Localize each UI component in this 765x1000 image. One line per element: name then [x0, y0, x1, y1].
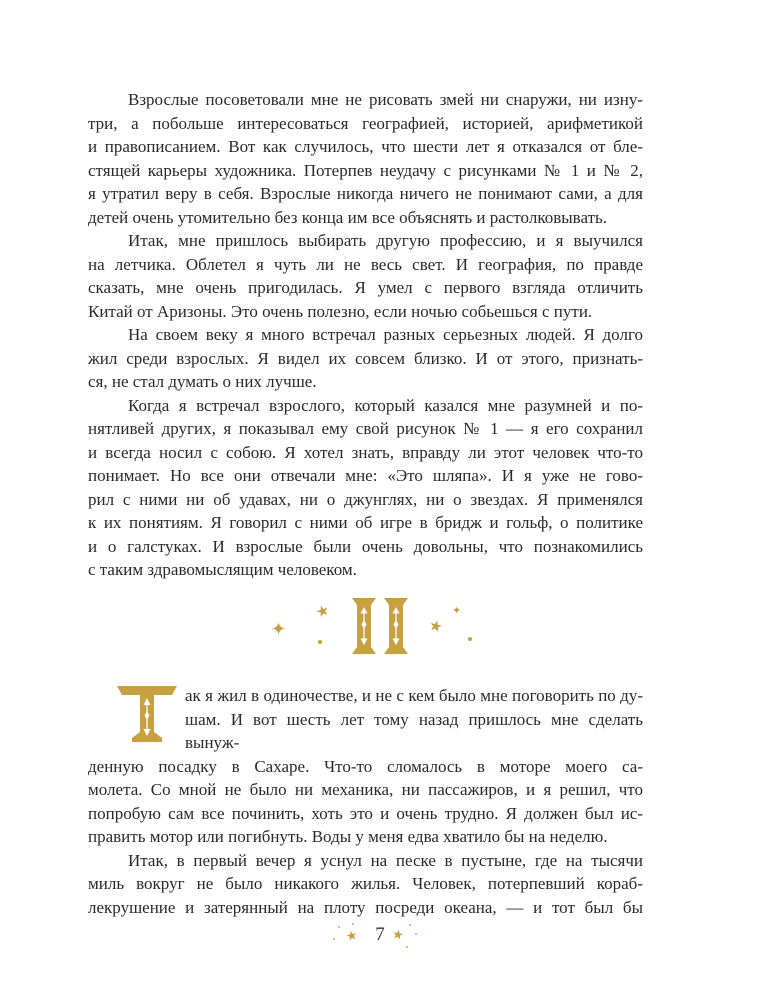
text-line: миль вокруг не было никакого жилья. Человек, потерпевший кораб- — [88, 874, 643, 893]
text-line: ак я жил в одиночестве, и не с кем было мне поговорить по ду- — [185, 686, 643, 705]
text-line: и правописанием. Вот как случилось, что шести лет я отказался от бле- — [88, 137, 643, 156]
text-line: На своем веку я много встречал разных серьезных людей. Я долго — [128, 325, 643, 344]
drop-cap — [88, 684, 185, 754]
sparkle-dot — [338, 926, 340, 928]
text-line: жил среди взрослых. Я видел их совсем близко. И от этого, признать- — [88, 348, 643, 368]
star-icon: ★ — [390, 927, 405, 944]
star-icon: ★ — [344, 927, 360, 946]
paragraph — [88, 323, 643, 394]
chapter-numeral-icon — [352, 598, 408, 654]
text-line: денную посадку в Сахаре. Что-то сломалось в моторе моего са- — [88, 756, 643, 776]
text-line: лекрушение и затерянный на плоту посреди океана, — и тот был бы — [88, 897, 643, 917]
chapter-text — [88, 684, 643, 919]
star-icon: ★ — [313, 600, 332, 622]
roman-numeral-i — [384, 598, 408, 654]
text-line: молета. Со мной не было ни механика, ни пассажиров, и я решил, что — [88, 780, 643, 799]
text-line: ся, не стал думать о них лучше. — [88, 372, 317, 391]
text-line: детей очень утомительно без конца им все объяснять и растолковывать. — [88, 207, 607, 227]
sparkle-dot — [318, 640, 322, 644]
text-line: стящей карьеры художника. Потерпев неудачу с рисунками № 1 и № 2, — [88, 160, 643, 180]
paragraph — [88, 88, 643, 229]
sparkle-dot — [415, 933, 417, 935]
drop-cap-letter-icon — [117, 686, 177, 742]
text-line: и о галстуках. И взрослые были очень довольны, что познакомились — [88, 536, 643, 556]
text-line: нятливей других, я показывал ему свой рисунок № 1 — я его сохранил — [88, 419, 643, 438]
text-line: Китай от Аризоны. Это очень полезно, если ночью собьешься с пути. — [88, 301, 593, 321]
text-line: три, а побольше интересоваться географией, историей, арифметикой — [88, 113, 643, 133]
text-line: править мотор или погибнуть. Воды у меня едва хватило бы на неделю. — [88, 827, 608, 846]
text-line: и всегда носил с собою. Я хотел знать, вправду ли этот человек что-то — [88, 442, 643, 462]
text-line: понимает. Но все они отвечали мне: «Это шляпа». И я уже не гово- — [88, 466, 643, 485]
text-line: сказать, мне очень пригодилась. Я умел с первого взгляда отличить — [88, 278, 643, 297]
intro-text — [88, 88, 643, 582]
sparkle-dot — [352, 923, 354, 925]
text-line: Итак, мне пришлось выбирать другую профессию, и я выучился — [128, 231, 643, 250]
text-line: я утратил веру в себя. Взрослые никогда ничего не понимают сами, а для — [88, 184, 643, 203]
text-line: к их понятиям. Я говорил с ними об игре в бридж и гольф, о политике — [88, 513, 643, 532]
star-icon: ★ — [427, 615, 445, 637]
drop-cap-letter — [88, 684, 89, 685]
text-line: рил с ними ни об удавах, ни о джунглях, ни о звездах. Я применялся — [88, 489, 643, 509]
text-line: Взрослые посоветовали мне не рисовать змей ни снаружи, ни изну- — [128, 90, 643, 109]
chapter-heading — [0, 584, 765, 684]
paragraph — [88, 394, 643, 582]
paragraph — [88, 849, 643, 920]
roman-numeral-i — [352, 598, 376, 654]
text-line: Итак, в первый вечер я уснул на песке в пустыне, где на тысячи — [128, 850, 643, 870]
sparkle-icon: ✦ — [271, 619, 287, 640]
sparkle-icon: ✦ — [452, 604, 462, 617]
text-line: на летчика. Облетел я чуть ли не весь свет. И география, по правде — [88, 254, 643, 274]
page-footer — [0, 919, 765, 964]
sparkle-dot — [409, 924, 411, 926]
sparkle-dot — [468, 637, 472, 641]
paragraph — [88, 229, 643, 323]
text-line: попробую сам все починить, хоть это и очень трудно. Я должен был ис- — [88, 803, 643, 823]
sparkle-dot — [406, 946, 408, 948]
text-line: шам. И вот шесть лет тому назад пришлось мне сделать вынуж- — [185, 709, 643, 752]
text-line: Когда я встречал взрослого, который казался мне разумней и по- — [128, 395, 643, 415]
paragraph — [88, 684, 643, 849]
sparkle-dot — [333, 938, 335, 940]
chapter-numeral — [0, 584, 1, 585]
text-line: с таким здравомыслящим человеком. — [88, 560, 357, 579]
page-number: 7 — [375, 924, 385, 945]
